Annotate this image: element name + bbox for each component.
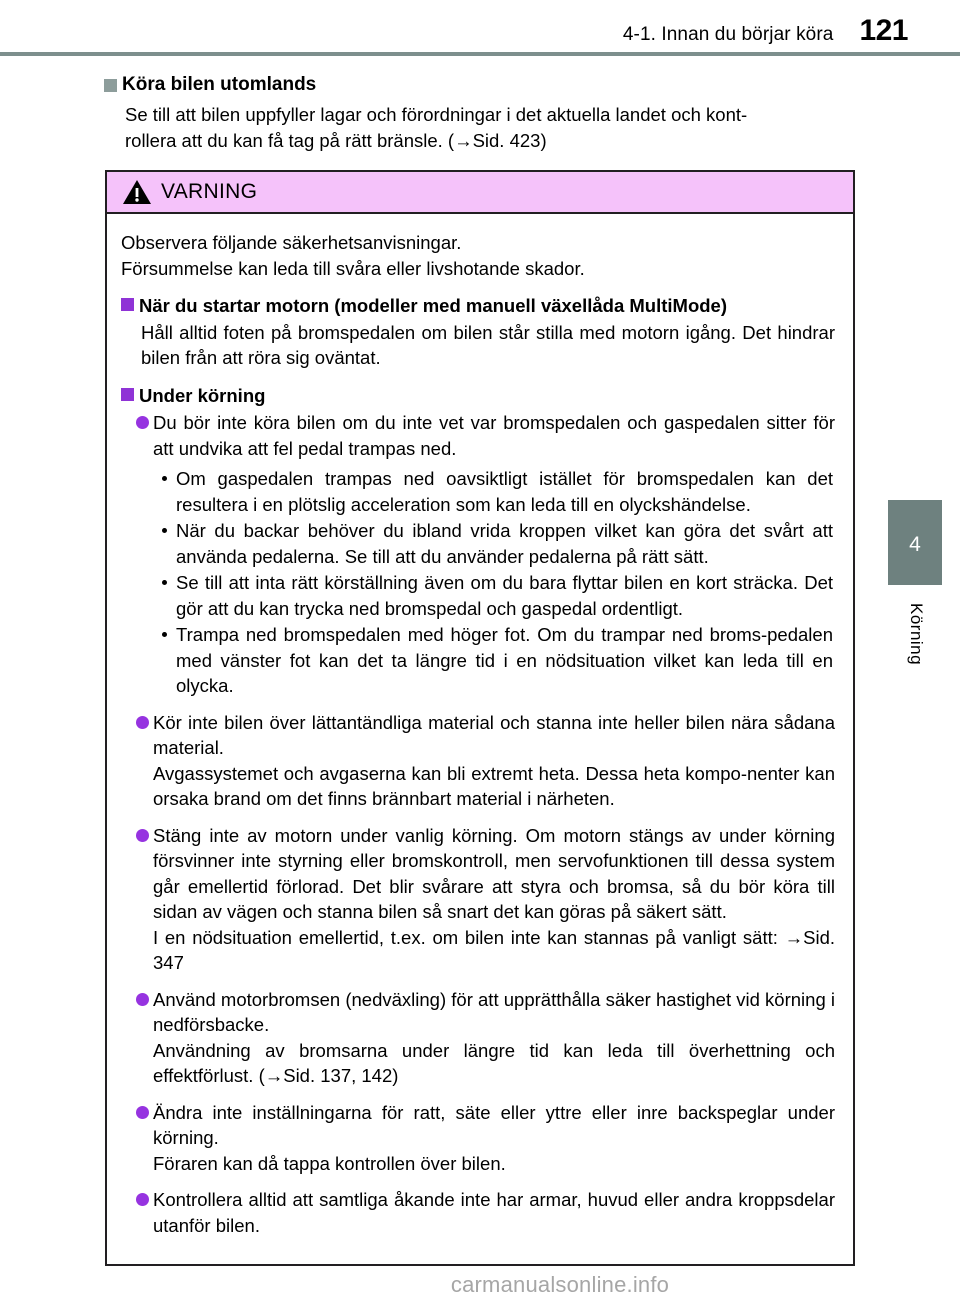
small-bullet-dot-icon — [162, 528, 167, 533]
header-divider-rule — [0, 52, 960, 56]
small-bullet-dot-icon — [162, 580, 167, 585]
warning-bullet-extra: I en nödsituation emellertid, t.ex. om bilen inte kan stannas på vanligt sätt: →Sid. 347 — [153, 926, 835, 973]
warning-subbullet-text: Om gaspedalen trampas ned oavsiktligt istället för bromspedalen kan det resultera i en plötslig acceleration som kan leda till en olyckshändelse. — [176, 468, 833, 515]
warning-bullet-text — [153, 823, 835, 976]
warning-bullet-main: Använd motorbromsen (nedväxling) för att upprätthålla säker hastighet vid körning i nedförsbacke. — [153, 988, 835, 1035]
bullet-dot-icon — [136, 1106, 149, 1119]
warning-bullet-extra: Användning av bromsarna under längre tid kan leda till överhettning och effektförlust. (→Sid. 137, 142) — [153, 1039, 835, 1086]
warning-subbullet — [162, 466, 833, 517]
warning-intro-line-2: Försummelse kan leda till svåra eller livshotande skador. — [121, 257, 585, 279]
warning-bullet-main: Stäng inte av motorn under vanlig körning. Om motorn stängs av under körning försvinner inte styrning eller bromskontroll, men servofunktionen till dessa system går emellertid förlorad. Det blir svårare att styra och bromsa, så du bör köra till sidan av vägen och stanna bilen så snart det kan göras på säkert sätt. — [153, 824, 835, 922]
chapter-side-label: Körning — [907, 603, 926, 666]
warning-bullet-text: Kontrollera alltid att samtliga åkande inte har armar, huvud eller andra kroppsdelar utanför bilen. — [153, 1189, 835, 1236]
warning-bullet — [119, 1187, 837, 1238]
warning-bullet-extra: Avgassystemet och avgaserna kan bli extremt heta. Dessa heta kompo-nenter kan orsaka brand om det finns brännbart material i närheten. — [153, 762, 835, 809]
warning-subbullet-text: När du backar behöver du ibland vrida kroppen vilket kan göra det svårt att använda pedalerna. Se till att du använder pedalerna på rätt sätt. — [176, 520, 833, 567]
warning-subheading-while-driving — [119, 383, 837, 409]
bullet-dot-icon — [136, 716, 149, 729]
section-heading — [104, 74, 316, 96]
square-marker-icon — [121, 298, 134, 311]
section-intro-paragraph — [125, 102, 847, 154]
warning-bullet — [119, 987, 837, 1089]
warning-bullet-main: Ändra inte inställningarna för ratt, säte eller yttre eller inre backspeglar under körning. — [153, 1101, 835, 1148]
chapter-number-box — [888, 500, 942, 585]
warning-bullet — [119, 1100, 837, 1177]
warning-triangle-icon — [122, 179, 152, 205]
bullet-dot-icon — [136, 993, 149, 1006]
warning-subheading-label: När du startar motorn (modeller med manuell växellåda MultiMode) — [139, 295, 728, 316]
small-bullet-dot-icon — [162, 476, 167, 481]
bullet-dot-icon — [136, 1193, 149, 1206]
chapter-number: 4 — [909, 532, 921, 556]
warning-box-header — [107, 172, 853, 214]
warning-bullet — [119, 410, 837, 461]
bullet-dot-icon — [136, 829, 149, 842]
warning-subheading-start-engine — [119, 293, 837, 319]
intro-line-2: rollera att du kan få tag på rätt bränsle. (→Sid. 423) — [125, 130, 547, 151]
warning-subbullet — [162, 622, 833, 699]
warning-bullet-text — [153, 710, 835, 812]
intro-line-1: Se till att bilen uppfyller lagar och förordningar i det aktuella landet och kont- — [125, 104, 748, 125]
bullet-dot-icon — [136, 416, 149, 429]
warning-intro-line-1: Observera följande säkerhetsanvisningar. — [121, 232, 462, 253]
warning-bullet-text: Du bör inte köra bilen om du inte vet var bromspedalen och gaspedalen sitter för att undvika att fel pedal trampas ned. — [153, 412, 835, 459]
chapter-side-tab — [888, 500, 942, 713]
warning-bullet — [119, 823, 837, 976]
small-bullet-dot-icon — [162, 632, 167, 637]
square-marker-icon — [104, 79, 117, 92]
warning-subsection-body: Håll alltid foten på bromspedalen om bilen står stilla med motorn igång. Det hindrar bilen från att röra sig oväntat. — [141, 321, 835, 368]
warning-subbullet-text: Se till att inta rätt körställning även om du bara flyttar bilen en kort sträcka. Det gör att du kan trycka ned bromspedal och gaspedal ordentligt. — [176, 572, 833, 619]
page-number: 121 — [859, 14, 908, 47]
warning-subheading-label: Under körning — [139, 384, 266, 406]
page-header — [0, 14, 908, 48]
warning-bullet — [119, 710, 837, 812]
warning-subbullet — [162, 518, 833, 569]
header-chapter-title: 4-1. Innan du börjar köra — [622, 24, 834, 45]
warning-title: VARNING — [161, 180, 258, 203]
warning-bullet-main: Kör inte bilen över lättantändliga material och stanna inte heller bilen nära sådana material. — [153, 711, 835, 758]
section-heading-label: Köra bilen utomlands — [122, 74, 317, 95]
warning-sublist — [119, 466, 837, 699]
warning-bullet-extra: Föraren kan då tappa kontrollen över bilen. — [153, 1152, 506, 1174]
warning-bullet-text — [153, 987, 835, 1089]
warning-subbullet — [162, 570, 833, 621]
square-marker-icon — [121, 388, 134, 401]
warning-box — [105, 170, 855, 1266]
warning-subbullet-text: Trampa ned bromspedalen med höger fot. Om du trampar ned broms-pedalen med vänster fot kan det ta längre tid i en nödsituation vilket kan leda till en olycka. — [176, 624, 833, 696]
warning-bullet-text — [153, 1100, 835, 1177]
footer-watermark: carmanualsonline.info — [450, 1272, 670, 1297]
warning-box-body — [107, 214, 853, 1264]
